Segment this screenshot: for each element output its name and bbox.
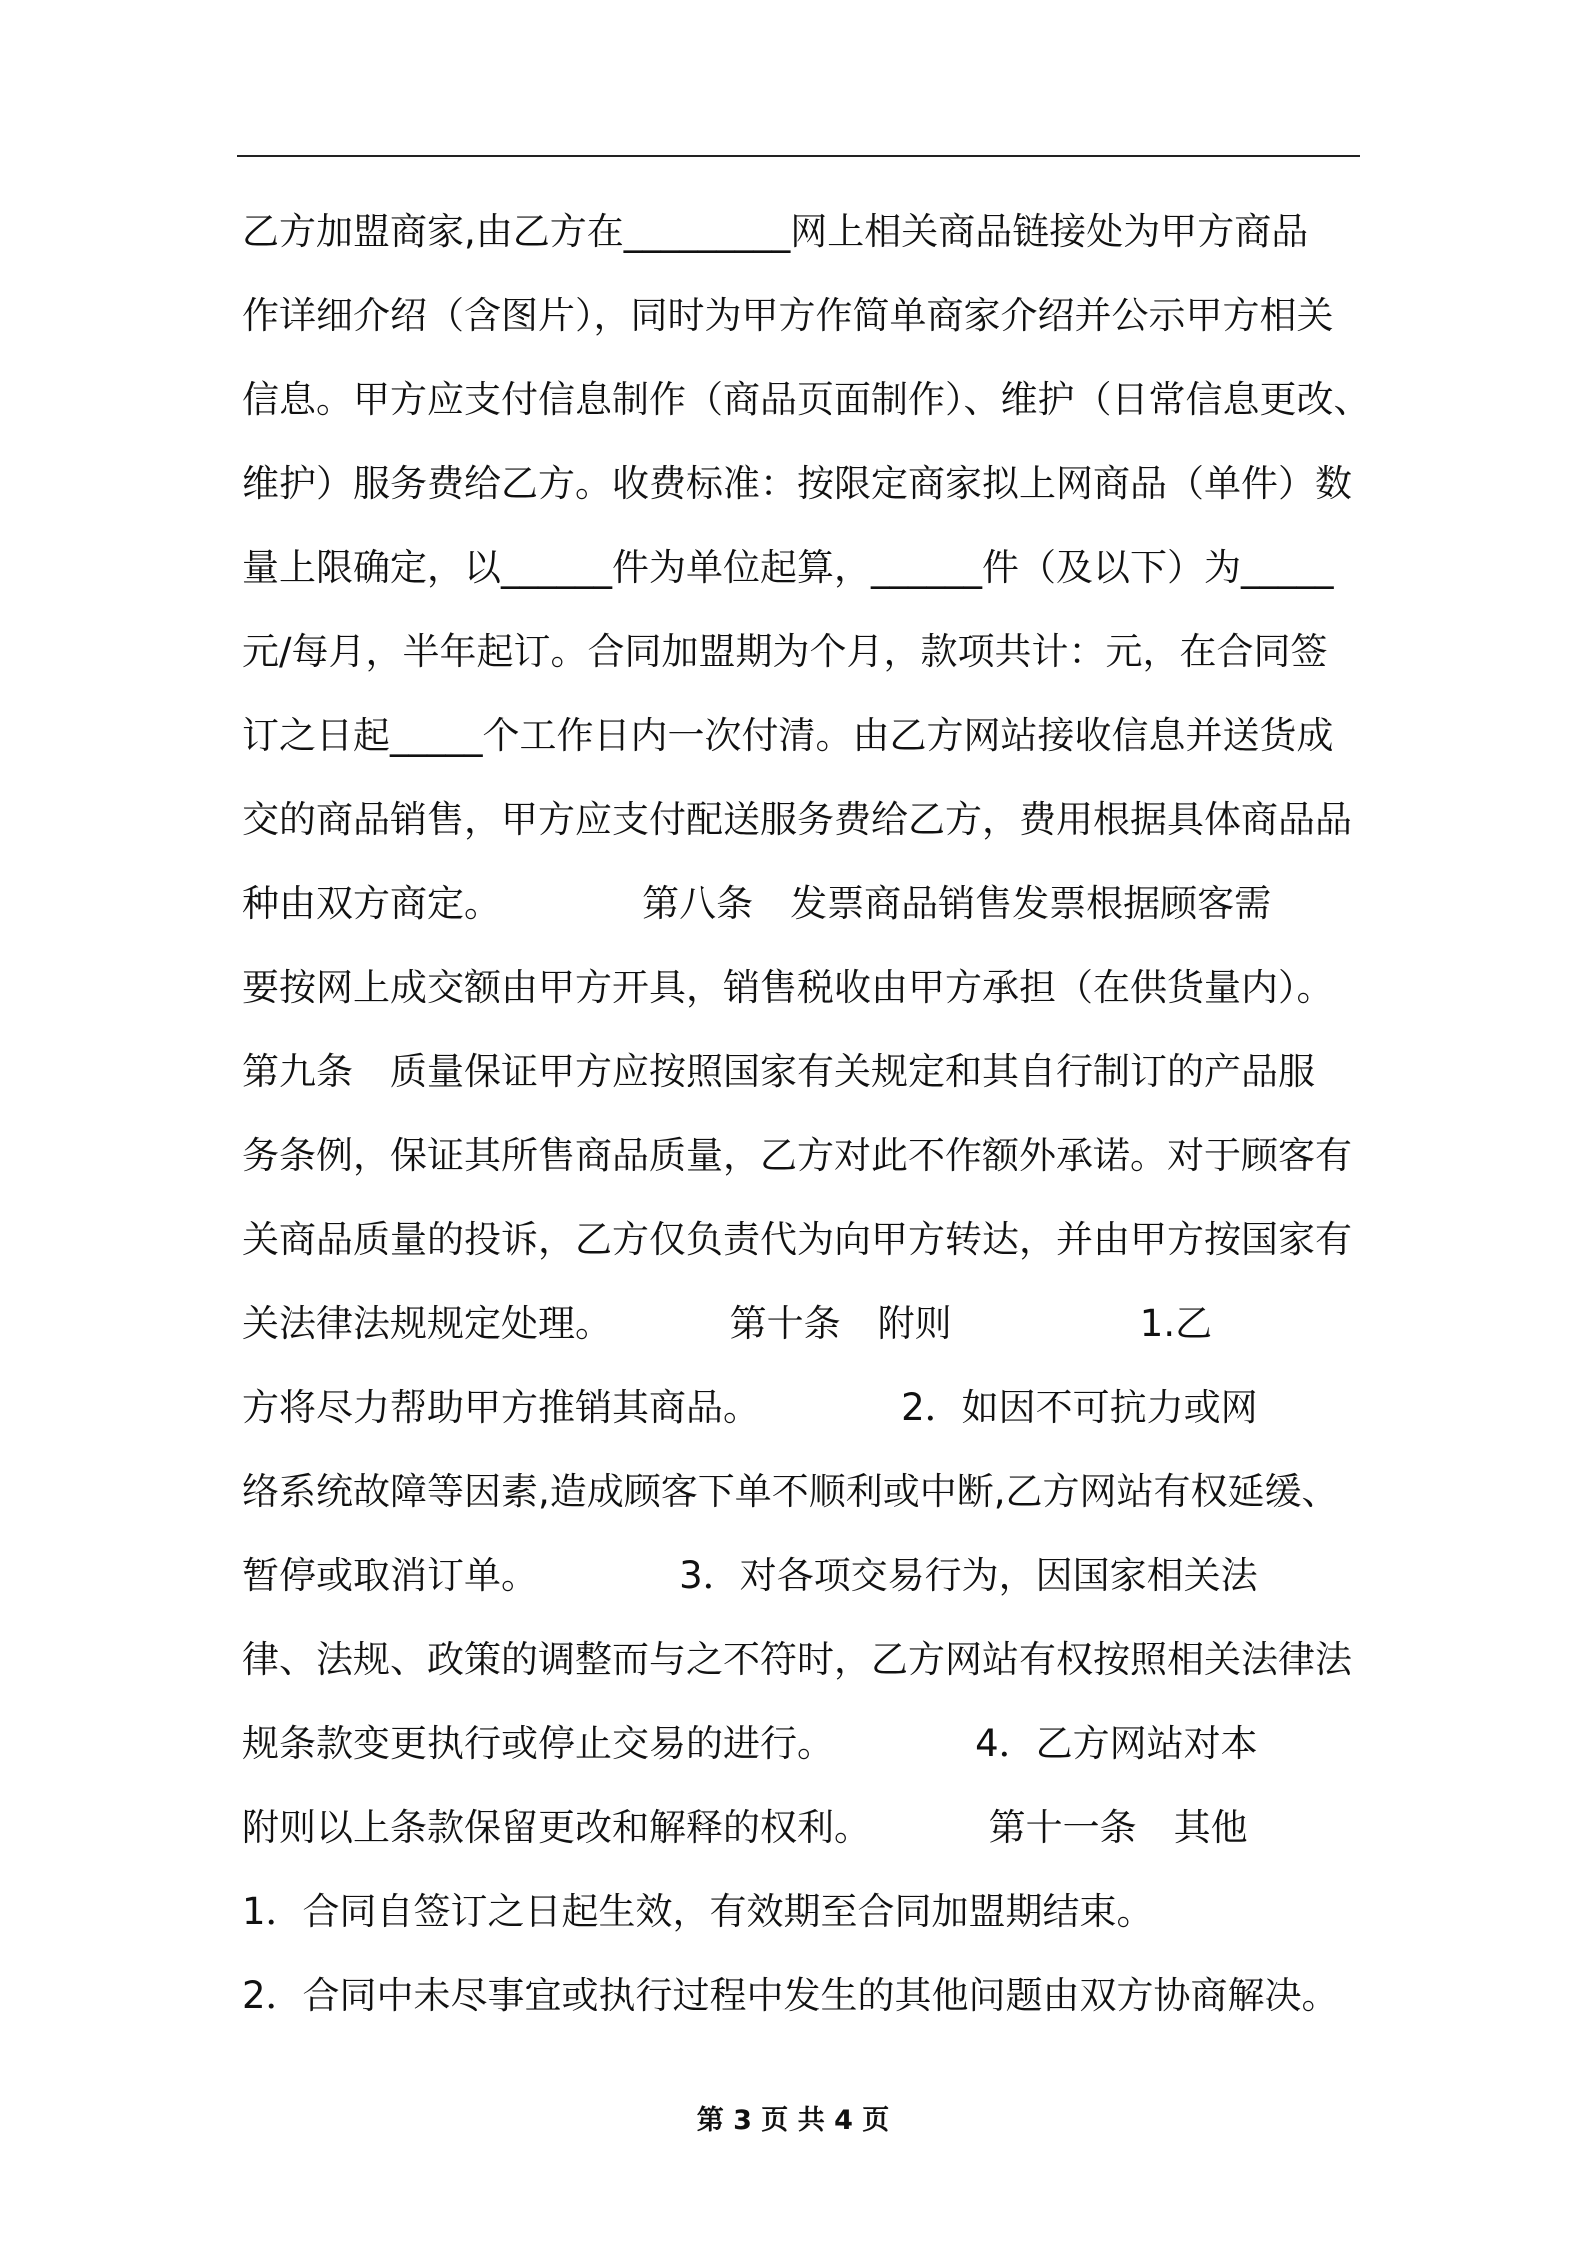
- text-line: 律、法规、政策的调整而与之不符时，乙方网站有权按照相关法律法: [242, 1638, 1352, 1681]
- text-line: 1．合同自签订之日起生效，有效期至合同加盟期结束。: [242, 1890, 1154, 1933]
- text-line: 2．合同中未尽事宜或执行过程中发生的其他问题由双方协商解决。: [242, 1974, 1339, 2017]
- text-line: 乙方加盟商家,由乙方在_________网上相关商品链接处为甲方商品: [242, 210, 1309, 253]
- text-line: 作详细介绍（含图片），同时为甲方作简单商家介绍并公示甲方相关: [242, 294, 1334, 337]
- text-line: 暂停或取消订单。 3．对各项交易行为，因国家相关法: [242, 1554, 1258, 1597]
- text-line: 信息。甲方应支付信息制作（商品页面制作）、维护（日常信息更改、: [242, 378, 1371, 421]
- text-line: 订之日起_____个工作日内一次付清。由乙方网站接收信息并送货成: [242, 714, 1334, 757]
- text-line: 规条款变更执行或停止交易的进行。 4．乙方网站对本: [242, 1722, 1258, 1765]
- text-line: 第九条 质量保证甲方应按照国家有关规定和其自行制订的产品服: [242, 1050, 1315, 1093]
- text-line: 附则以上条款保留更改和解释的权利。 第十一条 其他: [242, 1806, 1248, 1849]
- page-number: 第 3 页 共 4 页: [696, 2105, 890, 2136]
- text-line: 元/每月，半年起订。合同加盟期为个月，款项共计：元，在合同签: [242, 630, 1328, 673]
- text-line: 络系统故障等因素,造成顾客下单不顺利或中断,乙方网站有权延缓、: [242, 1470, 1339, 1513]
- header-divider: [237, 155, 1360, 157]
- text-line: 关商品质量的投诉，乙方仅负责代为向甲方转达，并由甲方按国家有: [242, 1218, 1352, 1261]
- text-line: 务条例，保证其所售商品质量，乙方对此不作额外承诺。对于顾客有: [242, 1134, 1352, 1177]
- text-line: 要按网上成交额由甲方开具，销售税收由甲方承担（在供货量内）。: [242, 966, 1334, 1009]
- text-line: 维护）服务费给乙方。收费标准：按限定商家拟上网商品（单件）数: [242, 462, 1352, 505]
- text-line: 交的商品销售，甲方应支付配送服务费给乙方，费用根据具体商品品: [242, 798, 1352, 841]
- text-line: 方将尽力帮助甲方推销其商品。 2．如因不可抗力或网: [242, 1386, 1258, 1429]
- text-line: 量上限确定，以______件为单位起算，______件（及以下）为_____: [242, 546, 1334, 589]
- text-line: 关法律法规规定处理。 第十条 附则 1.乙: [242, 1302, 1213, 1345]
- contract-body-text: [242, 200, 1371, 2048]
- text-line: 种由双方商定。 第八条 发票商品销售发票根据顾客需: [242, 882, 1272, 925]
